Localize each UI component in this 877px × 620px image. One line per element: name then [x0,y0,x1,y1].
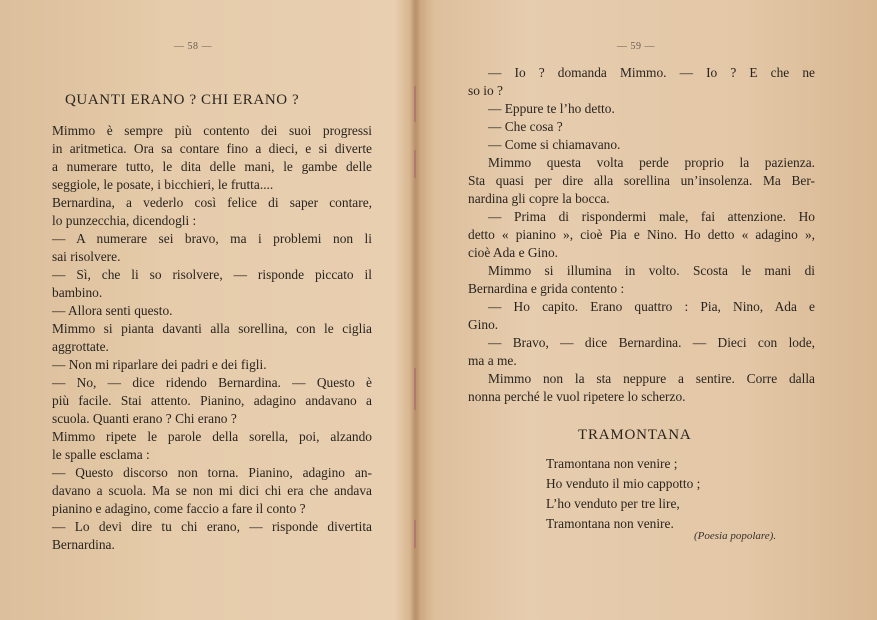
poem-verse: Ho venduto il mio cappotto ; [546,476,701,491]
text-line: Mimmo è sempre più contento dei suoi progressi [52,123,372,138]
text-line: — Non mi riparlare dei padri e dei figli. [52,357,267,372]
text-line: Sta quasi per dire alla sorellina un’insolenza. Ma Ber- [468,173,815,188]
text-line: Mimmo ripete le parole della sorella, poi, alzando [52,429,372,444]
poem-title: TRAMONTANA [578,427,692,443]
text-line: — Bravo, — dice Bernardina. — Dieci con lode, [488,335,815,350]
text-line: detto « pianino », cioè Pia e Nino. Ho detto « adagino », [468,227,815,242]
binding-stitch [414,520,416,548]
text-line: — Io ? domanda Mimmo. — Io ? E che ne [488,65,815,80]
text-line: Mimmo si illumina in volto. Scosta le mani di [488,263,815,278]
text-line: — Questo discorso non torna. Pianino, adagino an- [52,465,372,480]
text-line: — Lo devi dire tu chi erano, — risponde divertita [52,519,372,534]
text-line: le spalle esclama : [52,447,150,462]
binding-stitch [414,368,416,410]
text-line: — Sì, che li so risolvere, — risponde piccato il [52,267,372,282]
text-line: Gino. [468,317,499,332]
text-line: Mimmo non la sta neppure a sentire. Corre dalla [488,371,815,386]
text-line: Mimmo questa volta perde proprio la pazienza. [488,155,815,170]
text-line: nardina gli copre la bocca. [468,191,610,206]
page-number: — 58 — [174,41,212,52]
text-line: nonna perché le vuol ripetere lo scherzo. [468,389,686,404]
text-line: bambino. [52,285,103,300]
page-number: — 59 — [617,41,655,52]
text-line: — Come si chiamavano. [488,137,621,152]
text-line: davano a scuola. Ma se non mi dici chi era che andava [52,483,372,498]
text-line: cioè Ada e Gino. [468,245,558,260]
text-line: Bernardina, a vederlo così felice di saper contare, [52,195,372,210]
text-line: più facile. Stai attento. Pianino, adagino andavano a [52,393,372,408]
text-line: — A numerare sei bravo, ma i problemi non li [52,231,372,246]
text-line: pianino e adagino, come faccio a fare il conto ? [52,501,306,516]
text-line: Bernardina. [52,537,115,552]
text-line: in aritmetica. Ora sa contare fino a dieci, e si diverte [52,141,372,156]
text-line: sai risolvere. [52,249,121,264]
text-line: lo punzecchia, dicendogli : [52,213,197,228]
text-line: — Eppure te l’ho detto. [488,101,615,116]
text-line: seggiole, le posate, i bicchieri, le frutta.... [52,177,274,192]
text-line: — No, — dice ridendo Bernardina. — Questo è [52,375,372,390]
chapter-title: QUANTI ERANO ? CHI ERANO ? [65,92,300,108]
text-line: a numerare tutto, le dita delle mani, le gambe delle [52,159,372,174]
text-line: — Ho capito. Erano quattro : Pia, Nino, Ada e [488,299,815,314]
binding-stitch [414,86,416,122]
text-line: scuola. Quanti erano ? Chi erano ? [52,411,237,426]
poem-attribution: (Poesia popolare). [694,530,777,542]
text-line: ma a me. [468,353,517,368]
text-line: Bernardina e grida contento : [468,281,625,296]
binding-stitch [414,150,416,178]
text-line: — Che cosa ? [488,119,563,134]
poem-verse: Tramontana non venire. [546,516,674,531]
text-line: so io ? [468,83,503,98]
text-line: — Prima di rispondermi male, fai attenzione. Ho [488,209,815,224]
text-line: — Allora senti questo. [52,303,173,318]
poem-verse: L’ho venduto per tre lire, [546,496,680,511]
poem-verse: Tramontana non venire ; [546,456,678,471]
text-line: Mimmo si pianta davanti alla sorellina, con le ciglia [52,321,372,336]
text-line: aggrottate. [52,339,109,354]
